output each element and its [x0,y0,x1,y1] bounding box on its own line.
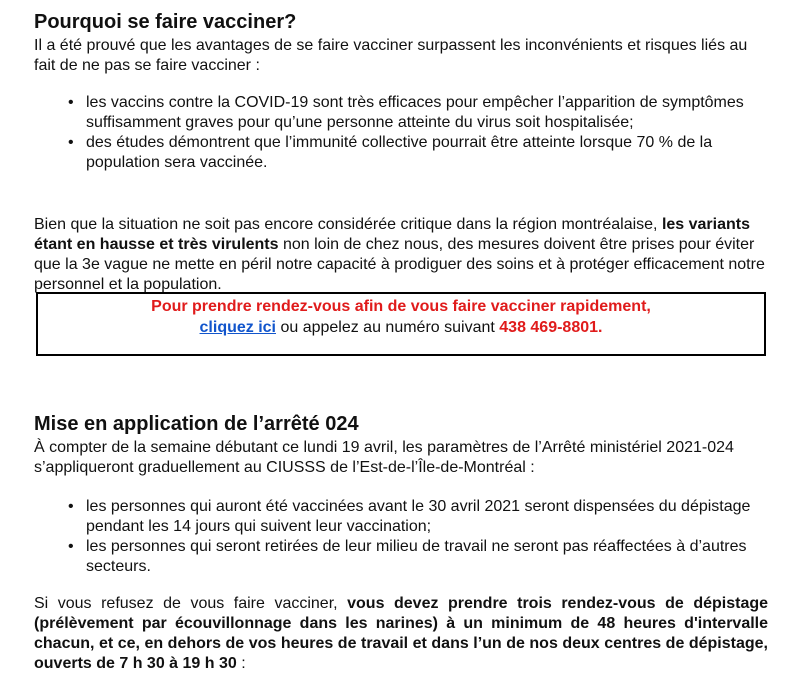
bullet-icon: • [68,538,74,555]
section-title-decree-024: Mise en application de l’arrêté 024 [34,413,359,435]
appointment-callout-box [36,292,766,356]
screening-requirement-paragraph [34,594,768,674]
list-item [34,133,768,173]
bullet-icon: • [68,498,74,515]
book-appointment-link[interactable]: cliquez ici [199,319,276,336]
list-item-text: des études démontrent que l’immunité collective pourrait être atteinte lorsque 70 % de la population sera vaccinée. [86,134,713,171]
list-item [34,93,768,133]
bullet-icon: • [68,94,74,111]
decree-measures-list [34,497,768,577]
paragraph-text: : [236,655,246,672]
list-item-text: les personnes qui auront été vaccinées avant le 30 avril 2021 seront dispensées du dépistage pendant les 14 jours qui suivent leur vaccination; [86,498,751,535]
list-item-text: les vaccins contre la COVID-19 sont très efficaces pour empêcher l’apparition de symptômes suffisamment graves pour qu’une personne atteinte du virus soit hospitalisée; [86,94,744,131]
situation-paragraph [34,215,768,295]
callout-headline: Pour prendre rendez-vous afin de vous faire vacciner rapidement, [151,298,651,315]
paragraph-text: Bien que la situation ne soit pas encore considérée critique dans la région montréalaise, [34,216,662,233]
list-item [34,537,768,577]
paragraph-bold-text: vous devez prendre trois rendez-vous de dépistage (prélèvement par écouvillonnage dans les narines) à un minimum de 48 heures d'intervalle chacun, et ce, en dehors de vos heures de travail et dans l’un de nos deux centres de dépistage, ouverts de 7 h 30 à 19 h 30 [34,595,769,672]
callout-middle-text: ou appelez au numéro suivant [276,319,500,336]
paragraph-text: non loin de chez nous, des mesures doivent être prises pour éviter que la 3e vague ne mette en péril notre capacité à prodiguer des soins et à protéger efficacement notre personnel et la population. [34,236,765,293]
list-item [34,497,768,537]
paragraph-bold-text: les variants étant en hausse et très virulents [34,216,750,253]
section-intro: À compter de la semaine débutant ce lundi 19 avril, les paramètres de l’Arrêté ministériel 2021-024 s’appliqueront graduellement au CIUSSS de l’Est-de-l’Île-de-Montréal : [34,439,734,476]
bullet-icon: • [68,134,74,151]
callout-contact-line [38,317,764,338]
section-title-why-vaccinate: Pourquoi se faire vacciner? [34,11,297,33]
phone-number: 438 469-8801. [499,319,603,336]
benefits-list [34,93,768,173]
paragraph-text: Si vous refusez de vous faire vacciner, [34,595,348,612]
section-intro: Il a été prouvé que les avantages de se faire vacciner surpassent les inconvénients et risques liés au fait de ne pas se faire vacciner : [34,37,748,74]
list-item-text: les personnes qui seront retirées de leur milieu de travail ne seront pas réaffectées à d’autres secteurs. [86,538,747,575]
